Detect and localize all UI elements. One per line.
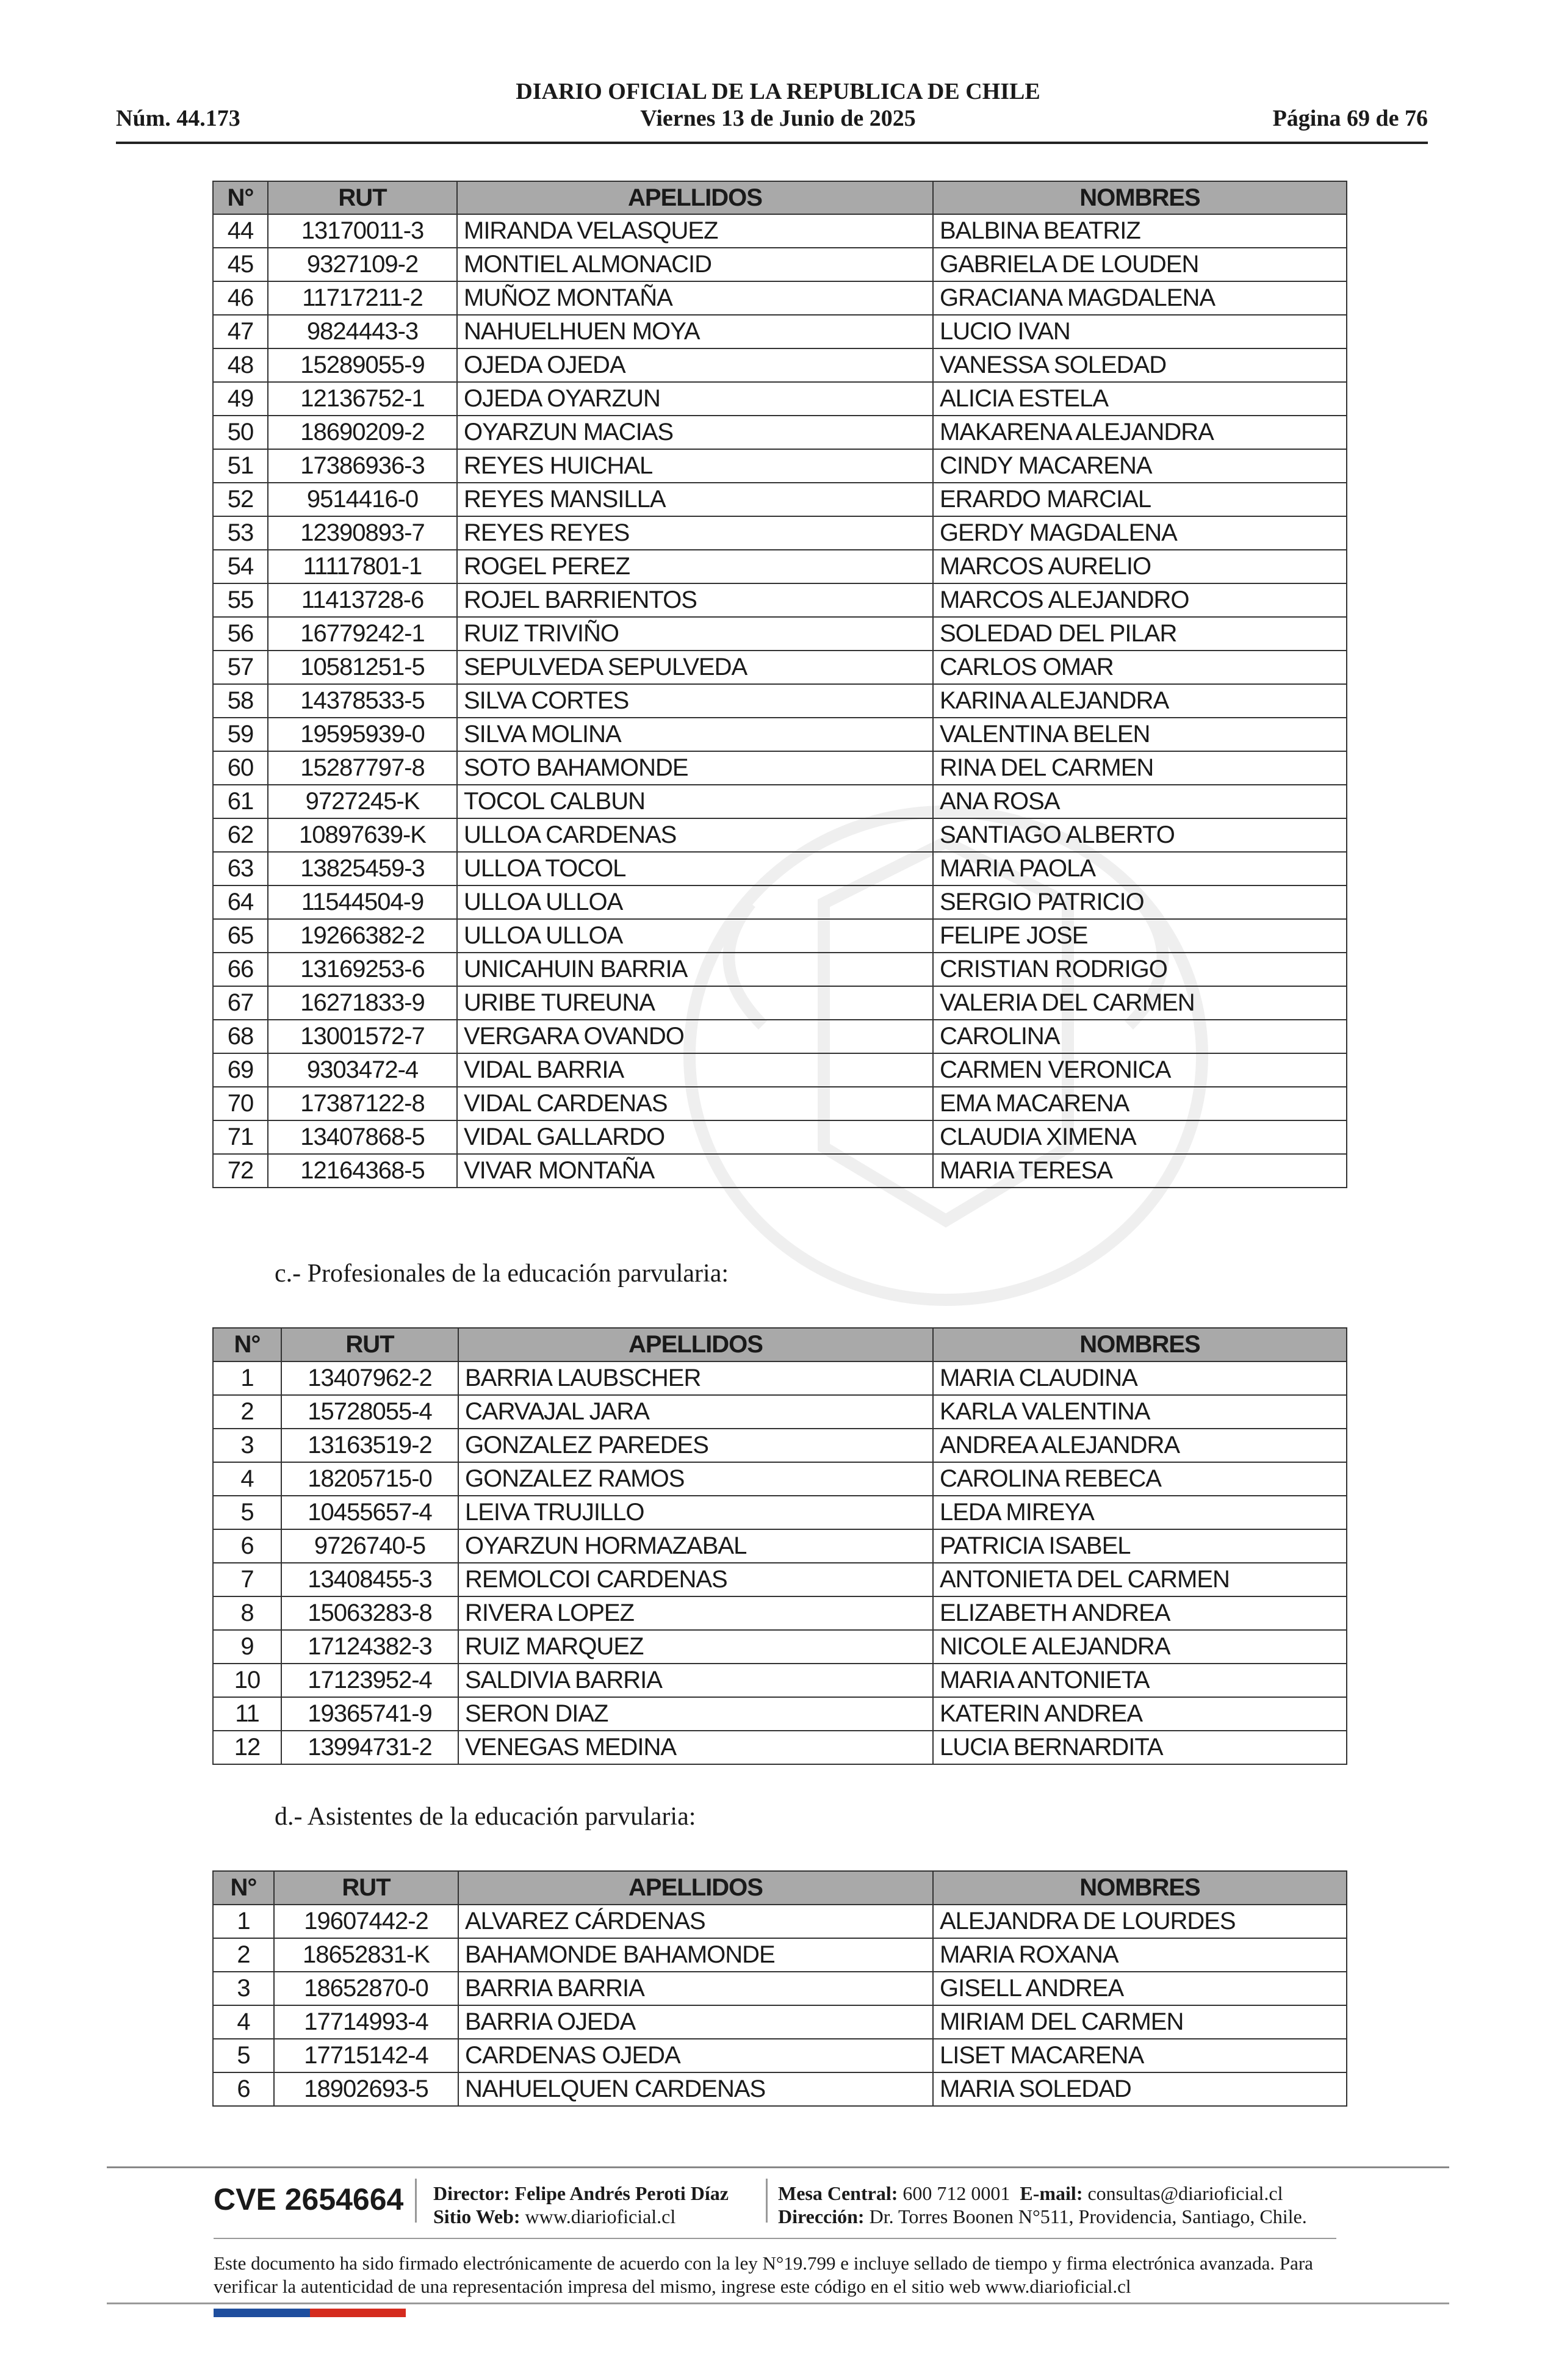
cell-n: 51 (213, 449, 268, 483)
cell-nombres: ALEJANDRA DE LOURDES (933, 1905, 1347, 1938)
table-row (213, 1972, 1347, 2005)
cell-rut: 19365741-9 (281, 1697, 458, 1731)
cell-n: 12 (213, 1731, 281, 1764)
cell-n: 70 (213, 1087, 268, 1120)
cell-n: 68 (213, 1020, 268, 1053)
cell-nombres: MIRIAM DEL CARMEN (933, 2005, 1347, 2039)
cell-rut: 18205715-0 (281, 1462, 458, 1496)
table-row (213, 684, 1347, 718)
column-header-n: N° (213, 1328, 281, 1361)
table-row (213, 852, 1347, 885)
cell-n: 5 (213, 1496, 281, 1529)
cell-nombres: MARIA CLAUDINA (933, 1361, 1347, 1395)
cell-nombres: MAKARENA ALEJANDRA (933, 416, 1347, 449)
cell-nombres: CLAUDIA XIMENA (933, 1120, 1347, 1154)
cell-apellidos: BARRIA BARRIA (458, 1972, 933, 2005)
issue-date: Viernes 13 de Junio de 2025 (640, 106, 916, 131)
cell-n: 62 (213, 818, 268, 852)
cell-rut: 17714993-4 (274, 2005, 458, 2039)
cell-rut: 13408455-3 (281, 1563, 458, 1596)
cell-apellidos: OYARZUN HORMAZABAL (458, 1529, 933, 1563)
column-header-n: N° (213, 1871, 274, 1905)
cell-rut: 11717211-2 (268, 281, 457, 315)
cell-rut: 11544504-9 (268, 885, 457, 919)
cell-rut: 10581251-5 (268, 651, 457, 684)
cell-apellidos: REYES MANSILLA (457, 483, 933, 516)
cell-rut: 12390893-7 (268, 516, 457, 550)
cell-n: 60 (213, 751, 268, 785)
cell-n: 65 (213, 919, 268, 953)
table-row (213, 1697, 1347, 1731)
cell-n: 48 (213, 348, 268, 382)
table-header-row (213, 1871, 1347, 1905)
cell-nombres: ALICIA ESTELA (933, 382, 1347, 416)
cell-nombres: SANTIAGO ALBERTO (933, 818, 1347, 852)
table-header-row (213, 1328, 1347, 1361)
cell-apellidos: REYES HUICHAL (457, 449, 933, 483)
cell-apellidos: ULLOA CARDENAS (457, 818, 933, 852)
cell-rut: 19266382-2 (268, 919, 457, 953)
cell-apellidos: BARRIA LAUBSCHER (458, 1361, 933, 1395)
section-c-title: c.- Profesionales de la educación parvularia: (275, 1260, 729, 1288)
table-row (213, 2072, 1347, 2106)
cell-rut: 16271833-9 (268, 986, 457, 1020)
cell-apellidos: TOCOL CALBUN (457, 785, 933, 818)
table-row (213, 281, 1347, 315)
table-row (213, 1395, 1347, 1429)
cell-apellidos: NAHUELQUEN CARDENAS (458, 2072, 933, 2106)
cell-apellidos: RUIZ MARQUEZ (458, 1630, 933, 1664)
table-row (213, 583, 1347, 617)
flag-stripe (214, 2309, 406, 2317)
cell-apellidos: SEPULVEDA SEPULVEDA (457, 651, 933, 684)
column-header-n: N° (213, 181, 268, 214)
cell-nombres: KARINA ALEJANDRA (933, 684, 1347, 718)
cell-n: 56 (213, 617, 268, 651)
table-row (213, 516, 1347, 550)
cell-rut: 9327109-2 (268, 248, 457, 281)
cell-apellidos: BARRIA OJEDA (458, 2005, 933, 2039)
cell-rut: 12136752-1 (268, 382, 457, 416)
cell-n: 6 (213, 2072, 274, 2106)
email-label: E-mail: (1020, 2182, 1083, 2204)
cell-rut: 18652831-K (274, 1938, 458, 1972)
table-row (213, 1563, 1347, 1596)
table-row (213, 1630, 1347, 1664)
table-row (213, 1154, 1347, 1188)
cell-n: 47 (213, 315, 268, 348)
table-row (213, 1731, 1347, 1764)
table-row (213, 1938, 1347, 1972)
table-row (213, 315, 1347, 348)
table-row (213, 885, 1347, 919)
cell-n: 7 (213, 1563, 281, 1596)
footer-divider (415, 2179, 417, 2223)
header-rule (116, 142, 1428, 144)
cell-nombres: MARIA ROXANA (933, 1938, 1347, 1972)
table-row (213, 1905, 1347, 1938)
column-header-apellidos: APELLIDOS (457, 181, 933, 214)
cell-nombres: EMA MACARENA (933, 1087, 1347, 1120)
cell-nombres: ERARDO MARCIAL (933, 483, 1347, 516)
cell-apellidos: ULLOA ULLOA (457, 885, 933, 919)
cell-nombres: KATERIN ANDREA (933, 1697, 1347, 1731)
cell-nombres: CRISTIAN RODRIGO (933, 953, 1347, 986)
cell-n: 45 (213, 248, 268, 281)
cell-nombres: MARIA ANTONIETA (933, 1664, 1347, 1697)
cell-rut: 11117801-1 (268, 550, 457, 583)
table-row (213, 1361, 1347, 1395)
table-row (213, 953, 1347, 986)
table-row (213, 818, 1347, 852)
cell-rut: 19595939-0 (268, 718, 457, 751)
table-row (213, 382, 1347, 416)
table-row (213, 1087, 1347, 1120)
cell-nombres: CINDY MACARENA (933, 449, 1347, 483)
cell-nombres: RINA DEL CARMEN (933, 751, 1347, 785)
cell-n: 71 (213, 1120, 268, 1154)
cell-n: 6 (213, 1529, 281, 1563)
cell-apellidos: GONZALEZ PAREDES (458, 1429, 933, 1462)
cell-nombres: MARIA TERESA (933, 1154, 1347, 1188)
table-row (213, 718, 1347, 751)
table-header-row (213, 181, 1347, 214)
cell-rut: 9727245-K (268, 785, 457, 818)
table-row (213, 2005, 1347, 2039)
cell-rut: 17386936-3 (268, 449, 457, 483)
flag-stripe-blue (214, 2309, 310, 2317)
table-row (213, 550, 1347, 583)
cell-apellidos: VIDAL BARRIA (457, 1053, 933, 1087)
cell-n: 66 (213, 953, 268, 986)
cell-n: 61 (213, 785, 268, 818)
cell-nombres: MARCOS ALEJANDRO (933, 583, 1347, 617)
cell-n: 64 (213, 885, 268, 919)
cve-code: CVE 2654664 (214, 2182, 404, 2216)
cell-nombres: CARLOS OMAR (933, 651, 1347, 684)
footer-rule-top (107, 2166, 1449, 2168)
cell-apellidos: RIVERA LOPEZ (458, 1596, 933, 1630)
cell-rut: 13407962-2 (281, 1361, 458, 1395)
column-header-rut: RUT (268, 181, 457, 214)
cell-n: 10 (213, 1664, 281, 1697)
cell-n: 55 (213, 583, 268, 617)
cell-rut: 18652870-0 (274, 1972, 458, 2005)
cell-rut: 17715142-4 (274, 2039, 458, 2072)
cell-n: 50 (213, 416, 268, 449)
legal-notice: Este documento ha sido firmado electrónicamente de acuerdo con la ley N°19.799 e incluye sellado de tiempo y firma electrónica avanzada. Para verificar la autenticidad de una representación impresa del mismo, ingrese este código en el sitio web www.diarioficial.cl (214, 2252, 1313, 2297)
cell-n: 1 (213, 1361, 281, 1395)
cell-nombres: NICOLE ALEJANDRA (933, 1630, 1347, 1664)
cell-n: 9 (213, 1630, 281, 1664)
table-row (213, 1596, 1347, 1630)
cell-rut: 13001572-7 (268, 1020, 457, 1053)
cell-apellidos: SALDIVIA BARRIA (458, 1664, 933, 1697)
cell-apellidos: SILVA MOLINA (457, 718, 933, 751)
cell-nombres: VALERIA DEL CARMEN (933, 986, 1347, 1020)
cell-apellidos: REYES REYES (457, 516, 933, 550)
cell-n: 2 (213, 1938, 274, 1972)
roster-table-continuation (212, 181, 1347, 1188)
section-d-title: d.- Asistentes de la educación parvularia: (275, 1803, 696, 1831)
cell-rut: 10455657-4 (281, 1496, 458, 1529)
cell-apellidos: ALVAREZ CÁRDENAS (458, 1905, 933, 1938)
cell-nombres: MARIA SOLEDAD (933, 2072, 1347, 2106)
cell-apellidos: MUÑOZ MONTAÑA (457, 281, 933, 315)
cell-apellidos: NAHUELHUEN MOYA (457, 315, 933, 348)
cell-apellidos: ROJEL BARRIENTOS (457, 583, 933, 617)
cell-rut: 13170011-3 (268, 214, 457, 248)
cell-rut: 13994731-2 (281, 1731, 458, 1764)
cell-apellidos: SILVA CORTES (457, 684, 933, 718)
cell-n: 3 (213, 1429, 281, 1462)
cell-apellidos: VIVAR MONTAÑA (457, 1154, 933, 1188)
cell-nombres: MARIA PAOLA (933, 852, 1347, 885)
cell-n: 63 (213, 852, 268, 885)
roster-table-profesionales (212, 1327, 1347, 1765)
footer-divider (766, 2179, 768, 2223)
cell-apellidos: SERON DIAZ (458, 1697, 933, 1731)
table-row (213, 1496, 1347, 1529)
cell-apellidos: ULLOA ULLOA (457, 919, 933, 953)
website-label: Sitio Web: (433, 2205, 520, 2227)
cell-apellidos: OJEDA OJEDA (457, 348, 933, 382)
cell-rut: 15063283-8 (281, 1596, 458, 1630)
address: Dr. Torres Boonen N°511, Providencia, Santiago, Chile. (869, 2205, 1307, 2227)
column-header-apellidos: APELLIDOS (458, 1871, 933, 1905)
table-row (213, 1020, 1347, 1053)
cell-rut: 18902693-5 (274, 2072, 458, 2106)
cell-apellidos: MONTIEL ALMONACID (457, 248, 933, 281)
cell-nombres: MARCOS AURELIO (933, 550, 1347, 583)
table-row (213, 2039, 1347, 2072)
cell-rut: 9726740-5 (281, 1529, 458, 1563)
cell-nombres: VALENTINA BELEN (933, 718, 1347, 751)
cell-nombres: ANA ROSA (933, 785, 1347, 818)
cell-n: 57 (213, 651, 268, 684)
cell-apellidos: REMOLCOI CARDENAS (458, 1563, 933, 1596)
cell-nombres: LISET MACARENA (933, 2039, 1347, 2072)
cell-n: 58 (213, 684, 268, 718)
column-header-rut: RUT (274, 1871, 458, 1905)
cell-apellidos: UNICAHUIN BARRIA (457, 953, 933, 986)
cell-nombres: GABRIELA DE LOUDEN (933, 248, 1347, 281)
footer-contact-block (778, 2182, 1307, 2228)
cell-nombres: GERDY MAGDALENA (933, 516, 1347, 550)
cell-nombres: FELIPE JOSE (933, 919, 1347, 953)
table-row (213, 1429, 1347, 1462)
flag-stripe-red (310, 2309, 406, 2317)
cell-n: 4 (213, 2005, 274, 2039)
cell-apellidos: ROGEL PEREZ (457, 550, 933, 583)
cell-rut: 15289055-9 (268, 348, 457, 382)
cell-nombres: CARMEN VERONICA (933, 1053, 1347, 1087)
table-row (213, 248, 1347, 281)
cell-nombres: SERGIO PATRICIO (933, 885, 1347, 919)
cell-n: 67 (213, 986, 268, 1020)
cell-apellidos: VIDAL GALLARDO (457, 1120, 933, 1154)
column-header-nombres: NOMBRES (933, 1328, 1347, 1361)
website-link[interactable]: www.diarioficial.cl (525, 2205, 676, 2227)
footer-rule-mid (214, 2238, 1336, 2239)
table-row (213, 617, 1347, 651)
phone-number: 600 712 0001 (902, 2182, 1010, 2204)
cell-n: 49 (213, 382, 268, 416)
table-row (213, 1529, 1347, 1563)
cell-nombres: LUCIO IVAN (933, 315, 1347, 348)
cell-n: 52 (213, 483, 268, 516)
table-row (213, 919, 1347, 953)
cell-n: 59 (213, 718, 268, 751)
cell-rut: 9824443-3 (268, 315, 457, 348)
cell-rut: 16779242-1 (268, 617, 457, 651)
cell-rut: 9514416-0 (268, 483, 457, 516)
cell-rut: 9303472-4 (268, 1053, 457, 1087)
cell-rut: 13407868-5 (268, 1120, 457, 1154)
cell-rut: 11413728-6 (268, 583, 457, 617)
footer-director-block (433, 2182, 729, 2228)
cell-apellidos: OJEDA OYARZUN (457, 382, 933, 416)
table-row (213, 1053, 1347, 1087)
table-row (213, 416, 1347, 449)
cell-rut: 17124382-3 (281, 1630, 458, 1664)
cell-n: 54 (213, 550, 268, 583)
table-row (213, 1462, 1347, 1496)
cell-apellidos: MIRANDA VELASQUEZ (457, 214, 933, 248)
cell-apellidos: RUIZ TRIVIÑO (457, 617, 933, 651)
cell-n: 5 (213, 2039, 274, 2072)
cell-nombres: KARLA VALENTINA (933, 1395, 1347, 1429)
cell-n: 72 (213, 1154, 268, 1188)
table-row (213, 1664, 1347, 1697)
cell-nombres: PATRICIA ISABEL (933, 1529, 1347, 1563)
cell-n: 11 (213, 1697, 281, 1731)
cell-apellidos: CARDENAS OJEDA (458, 2039, 933, 2072)
cell-n: 53 (213, 516, 268, 550)
cell-rut: 14378533-5 (268, 684, 457, 718)
cell-n: 4 (213, 1462, 281, 1496)
roster-table-asistentes (212, 1870, 1347, 2107)
cell-apellidos: URIBE TUREUNA (457, 986, 933, 1020)
cell-rut: 13163519-2 (281, 1429, 458, 1462)
cell-nombres: ANTONIETA DEL CARMEN (933, 1563, 1347, 1596)
cell-nombres: CAROLINA REBECA (933, 1462, 1347, 1496)
cell-apellidos: ULLOA TOCOL (457, 852, 933, 885)
cell-apellidos: VERGARA OVANDO (457, 1020, 933, 1053)
address-label: Dirección: (778, 2205, 865, 2227)
cell-nombres: ANDREA ALEJANDRA (933, 1429, 1347, 1462)
cell-rut: 13169253-6 (268, 953, 457, 986)
cell-rut: 17387122-8 (268, 1087, 457, 1120)
cell-apellidos: LEIVA TRUJILLO (458, 1496, 933, 1529)
cell-n: 3 (213, 1972, 274, 2005)
director-name: Felipe Andrés Peroti Díaz (514, 2182, 729, 2204)
cell-n: 46 (213, 281, 268, 315)
cell-apellidos: VIDAL CARDENAS (457, 1087, 933, 1120)
cell-nombres: VANESSA SOLEDAD (933, 348, 1347, 382)
table-row (213, 214, 1347, 248)
cell-nombres: LEDA MIREYA (933, 1496, 1347, 1529)
issue-number: Núm. 44.173 (116, 106, 240, 131)
cell-rut: 12164368-5 (268, 1154, 457, 1188)
phone-label: Mesa Central: (778, 2182, 898, 2204)
table-row (213, 751, 1347, 785)
cell-rut: 13825459-3 (268, 852, 457, 885)
cell-nombres: GISELL ANDREA (933, 1972, 1347, 2005)
cell-rut: 15287797-8 (268, 751, 457, 785)
publication-title: DIARIO OFICIAL DE LA REPUBLICA DE CHILE (516, 79, 1040, 104)
table-row (213, 348, 1347, 382)
column-header-nombres: NOMBRES (933, 181, 1347, 214)
cell-nombres: ELIZABETH ANDREA (933, 1596, 1347, 1630)
cell-apellidos: BAHAMONDE BAHAMONDE (458, 1938, 933, 1972)
table-row (213, 651, 1347, 684)
cell-n: 2 (213, 1395, 281, 1429)
cell-apellidos: GONZALEZ RAMOS (458, 1462, 933, 1496)
column-header-apellidos: APELLIDOS (458, 1328, 933, 1361)
cell-nombres: SOLEDAD DEL PILAR (933, 617, 1347, 651)
cell-nombres: LUCIA BERNARDITA (933, 1731, 1347, 1764)
cell-rut: 18690209-2 (268, 416, 457, 449)
cell-nombres: CAROLINA (933, 1020, 1347, 1053)
footer-rule-bottom (107, 2302, 1449, 2304)
cell-apellidos: VENEGAS MEDINA (458, 1731, 933, 1764)
cell-rut: 17123952-4 (281, 1664, 458, 1697)
cell-rut: 15728055-4 (281, 1395, 458, 1429)
cell-n: 1 (213, 1905, 274, 1938)
column-header-nombres: NOMBRES (933, 1871, 1347, 1905)
cell-nombres: GRACIANA MAGDALENA (933, 281, 1347, 315)
table-row (213, 483, 1347, 516)
director-label: Director: (433, 2182, 510, 2204)
cell-n: 44 (213, 214, 268, 248)
cell-rut: 10897639-K (268, 818, 457, 852)
cell-nombres: BALBINA BEATRIZ (933, 214, 1347, 248)
table-row (213, 785, 1347, 818)
table-row (213, 986, 1347, 1020)
column-header-rut: RUT (281, 1328, 458, 1361)
cell-apellidos: OYARZUN MACIAS (457, 416, 933, 449)
cell-n: 8 (213, 1596, 281, 1630)
table-row (213, 449, 1347, 483)
cell-rut: 19607442-2 (274, 1905, 458, 1938)
page-number: Página 69 de 76 (1272, 106, 1428, 131)
cell-n: 69 (213, 1053, 268, 1087)
email-link[interactable]: consultas@diarioficial.cl (1087, 2182, 1283, 2204)
table-row (213, 1120, 1347, 1154)
cell-apellidos: SOTO BAHAMONDE (457, 751, 933, 785)
cell-apellidos: CARVAJAL JARA (458, 1395, 933, 1429)
